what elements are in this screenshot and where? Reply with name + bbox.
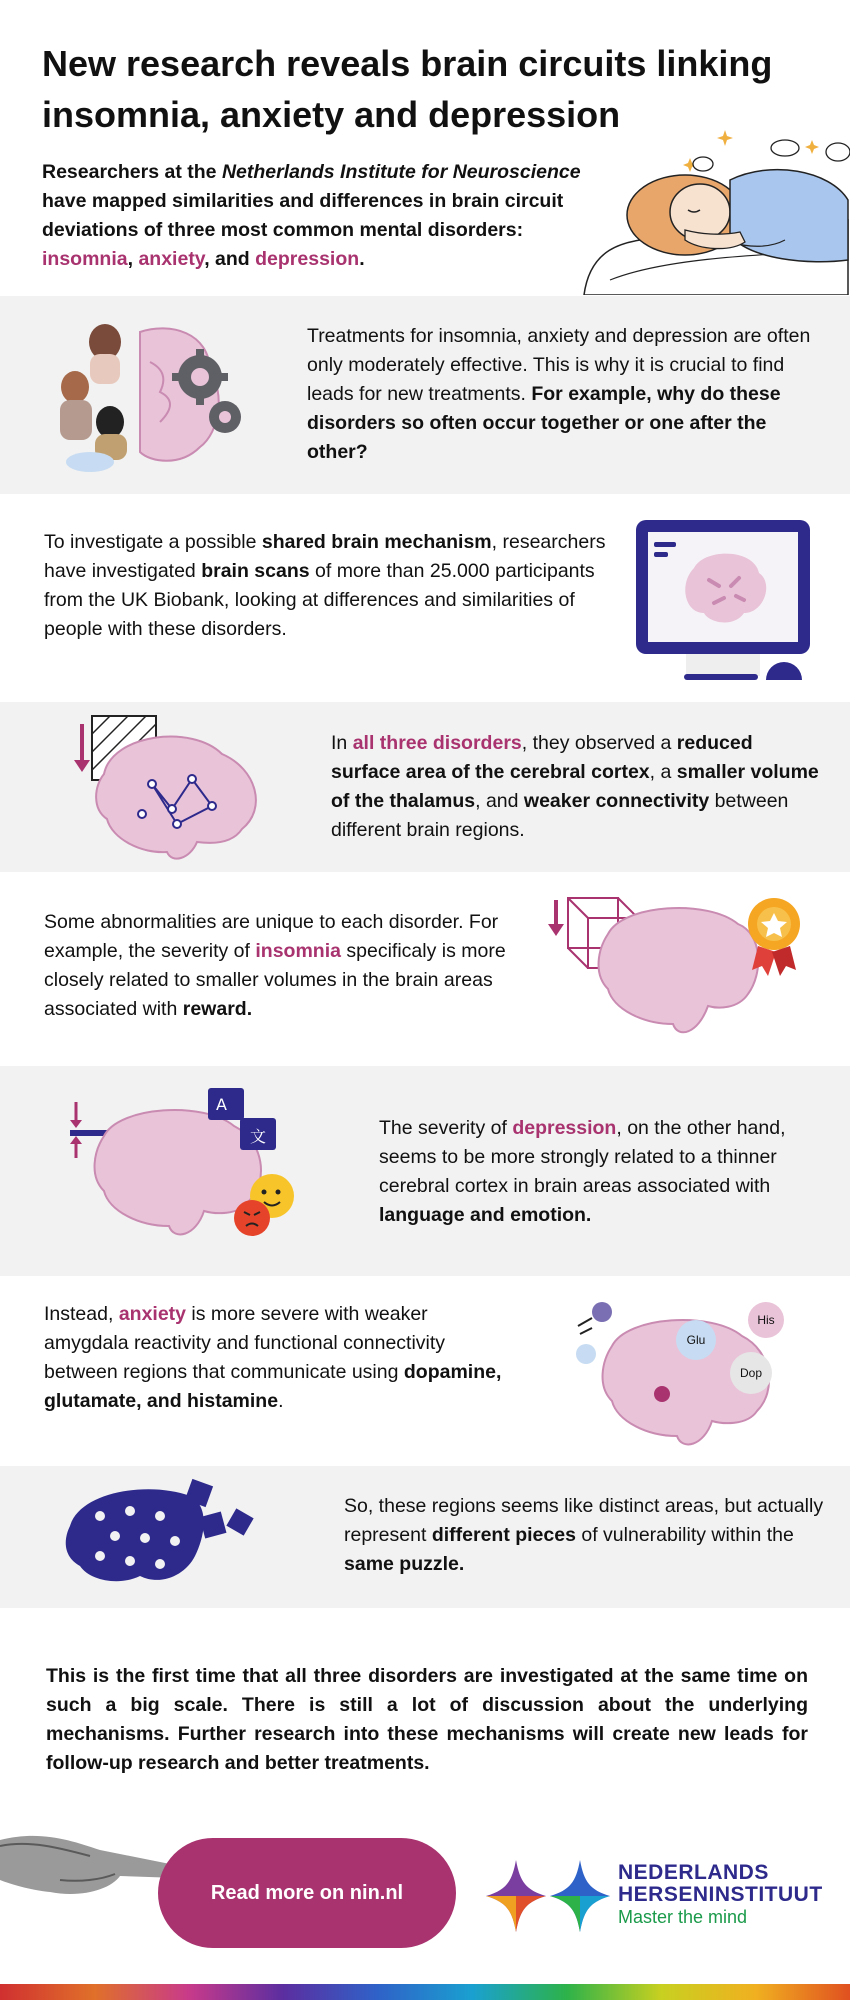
brain-language-emotion-icon bbox=[64, 1086, 304, 1246]
section-shared-findings-text: In all three disorders, they observed a reduced surface area of the cerebral cortex, a smaller volume of the thalamus, and weaker connectivity between different brain regions. bbox=[331, 732, 819, 841]
closing-paragraph: This is the first time that all three disorders are investigated at the same time on such a big scale. There is still a lot of discussion about the underlying mechanisms. Further research into these mechanisms will create new leads for follow-up research and better treatments. bbox=[46, 1665, 808, 1774]
puzzle-brain-icon bbox=[60, 1476, 260, 1596]
brain-reward-icon bbox=[548, 894, 808, 1044]
nin-logo-icon bbox=[486, 1858, 610, 1934]
keyword-insomnia: insomnia bbox=[42, 248, 128, 270]
intro-text: Researchers at the Netherlands Institute for Neuroscience have mapped similarities and differences in brain circuit deviations of three most common mental disorders: insomnia, anxiety, and depression. bbox=[42, 161, 581, 270]
section-anxiety-text: Instead, anxiety is more severe with weaker amygdala reactivity and functional connectivity between regions that communicate using dopamine, glutamate, and histamine. bbox=[44, 1303, 502, 1412]
section-puzzle-text: So, these regions seems like distinct areas, but actually represent different pieces of vulnerability within the same puzzle. bbox=[344, 1495, 824, 1575]
institute-name: Netherlands Institute for Neuroscience bbox=[221, 161, 581, 183]
keyword-anxiety: anxiety bbox=[138, 248, 205, 270]
monitor-brain-icon bbox=[634, 518, 814, 688]
svg-text:文: 文 bbox=[250, 1127, 267, 1146]
section-insomnia-text: Some abnormalities are unique to each disorder. For example, the severity of insomnia specificaly is more closely related to smaller volumes in the brain areas associated with reward. bbox=[44, 911, 506, 1020]
page-title: New research reveals brain circuits linking insomnia, anxiety and depression bbox=[42, 43, 773, 135]
glu-node: Glu bbox=[676, 1320, 716, 1360]
section-brain-scans-text: To investigate a possible shared brain mechanism, researchers have investigated brain scans of more than 25.000 participants from the UK Biobank, looking at differences and similarities of people with these disorders. bbox=[44, 531, 606, 640]
his-node: His bbox=[748, 1302, 784, 1338]
read-more-button[interactable]: Read more on nin.nl bbox=[158, 1838, 456, 1948]
svg-text:A: A bbox=[216, 1095, 227, 1114]
logo-wordmark: NEDERLANDS HERSENINSTITUUT bbox=[618, 1861, 823, 1906]
rainbow-footer-bar bbox=[0, 1984, 850, 2000]
brain-connectivity-icon bbox=[72, 714, 272, 864]
keyword-depression: depression bbox=[255, 248, 360, 270]
logo-tagline: Master the mind bbox=[618, 1907, 748, 1927]
section-treatments-text: Treatments for insomnia, anxiety and depression are often only moderately effective. This is why it is crucial to find leads for new treatments. For example, why do these disorders so often occur together or one after the other? bbox=[307, 325, 811, 463]
section-depression-text: The severity of depression, on the other hand, seems to be more strongly related to a thinner cerebral cortex in brain areas associated with language and emotion. bbox=[379, 1117, 786, 1226]
dop-node: Dop bbox=[730, 1352, 772, 1394]
sleeping-woman-illustration bbox=[580, 120, 850, 295]
gears-brain-icon bbox=[50, 312, 260, 482]
